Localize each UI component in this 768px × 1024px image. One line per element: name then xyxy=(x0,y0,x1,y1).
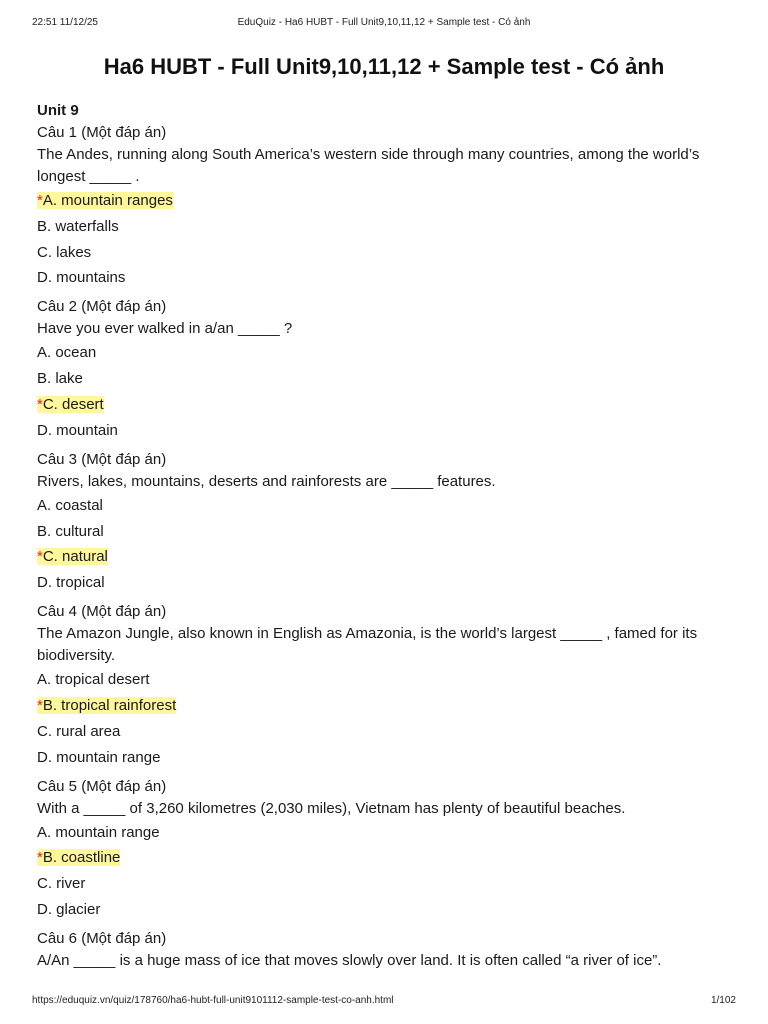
answer-option-correct xyxy=(37,695,737,717)
print-timestamp: 22:51 11/12/25 xyxy=(32,17,98,28)
question-1 xyxy=(37,122,737,289)
answer-option xyxy=(37,521,737,543)
correct-answer-marker: * xyxy=(37,395,43,413)
answer-option xyxy=(37,420,737,442)
print-tab-title: EduQuiz - Ha6 HUBT - Full Unit9,10,11,12 + Sample test - Có ảnh xyxy=(237,17,531,28)
answer-option-correct xyxy=(37,546,737,568)
answer-option xyxy=(37,342,737,364)
answer-option-label: C. river xyxy=(37,875,86,893)
question-5 xyxy=(37,776,737,921)
question-header: Câu 2 (Một đáp án) xyxy=(37,298,167,316)
question-header: Câu 4 (Một đáp án) xyxy=(37,603,167,621)
page-title: Ha6 HUBT - Full Unit9,10,11,12 + Sample test - Có ảnh xyxy=(103,54,665,79)
answer-option-label: D. glacier xyxy=(37,900,101,918)
answer-option-label: A. tropical desert xyxy=(37,671,150,689)
answer-options xyxy=(37,669,737,768)
question-3 xyxy=(37,449,737,594)
answer-option-correct xyxy=(37,190,737,212)
answer-option xyxy=(37,267,737,289)
answer-options xyxy=(37,822,737,921)
answer-option-label: D. mountain range xyxy=(37,748,161,766)
question-text: The Andes, running along South America’s western side through many countries, among the world’s longest _____ . xyxy=(37,146,700,185)
answer-option xyxy=(37,495,737,517)
question-text: Have you ever walked in a/an _____ ? xyxy=(37,320,293,338)
quiz-content xyxy=(37,100,737,972)
answer-options xyxy=(37,190,737,289)
unit-title: Unit 9 xyxy=(37,102,79,119)
page-number: 1/102 xyxy=(710,995,736,1006)
answer-option-label: D. tropical xyxy=(37,574,105,592)
correct-answer-marker: * xyxy=(37,192,43,209)
correct-answer-marker: * xyxy=(37,849,43,867)
print-header xyxy=(32,17,736,31)
answer-option-label: B. cultural xyxy=(37,522,104,540)
answer-option-correct xyxy=(37,394,737,416)
question-header: Câu 3 (Một đáp án) xyxy=(37,450,167,468)
answer-option-label: C. rural area xyxy=(37,722,121,740)
print-footer xyxy=(32,995,736,1009)
answer-option-label: D. mountains xyxy=(37,269,126,287)
answer-option xyxy=(37,873,737,895)
correct-answer-marker: * xyxy=(37,696,43,714)
answer-option xyxy=(37,721,737,743)
answer-option-label: A. mountain ranges xyxy=(42,192,173,209)
answer-option xyxy=(37,669,737,691)
answer-option-label: B. tropical rainforest xyxy=(42,696,177,714)
answer-option-label: C. desert xyxy=(42,395,104,413)
question-text: Rivers, lakes, mountains, deserts and rainforests are _____ features. xyxy=(37,472,496,490)
question-4 xyxy=(37,601,737,768)
answer-option xyxy=(37,899,737,921)
question-text: The Amazon Jungle, also known in English as Amazonia, is the world’s largest _____ , famed for its biodiversity. xyxy=(37,625,698,665)
question-header: Câu 1 (Một đáp án) xyxy=(37,124,167,141)
answer-option xyxy=(37,822,737,844)
print-url[interactable]: https://eduquiz.vn/quiz/178760/ha6-hubt-full-unit9101112-sample-test-co-anh.html xyxy=(32,995,394,1006)
question-text: With a _____ of 3,260 kilometres (2,030 miles), Vietnam has plenty of beautiful beaches. xyxy=(37,799,626,817)
question-list xyxy=(37,122,737,972)
answer-options xyxy=(37,495,737,594)
answer-option xyxy=(37,747,737,769)
answer-option-label: A. mountain range xyxy=(37,823,160,841)
answer-option xyxy=(37,572,737,594)
answer-option-label: A. coastal xyxy=(37,496,103,514)
question-header: Câu 6 (Một đáp án) xyxy=(37,929,167,947)
answer-option-label: C. natural xyxy=(42,548,108,566)
question-text: A/An _____ is a huge mass of ice that moves slowly over land. It is often called “a river of ice”. xyxy=(37,951,662,969)
answer-option-label: C. lakes xyxy=(37,243,92,261)
answer-option-label: D. mountain xyxy=(37,421,118,439)
answer-option-label: B. coastline xyxy=(42,849,121,867)
question-2 xyxy=(37,296,737,441)
answer-option xyxy=(37,216,737,238)
question-6 xyxy=(37,928,737,972)
question-header: Câu 5 (Một đáp án) xyxy=(37,777,167,795)
answer-option xyxy=(37,368,737,390)
answer-option-label: B. lake xyxy=(37,370,83,388)
answer-option-label: B. waterfalls xyxy=(37,217,119,235)
answer-options xyxy=(37,342,737,441)
answer-option xyxy=(37,242,737,264)
correct-answer-marker: * xyxy=(37,548,43,566)
answer-option-label: A. ocean xyxy=(37,344,97,362)
answer-option-correct xyxy=(37,847,737,869)
